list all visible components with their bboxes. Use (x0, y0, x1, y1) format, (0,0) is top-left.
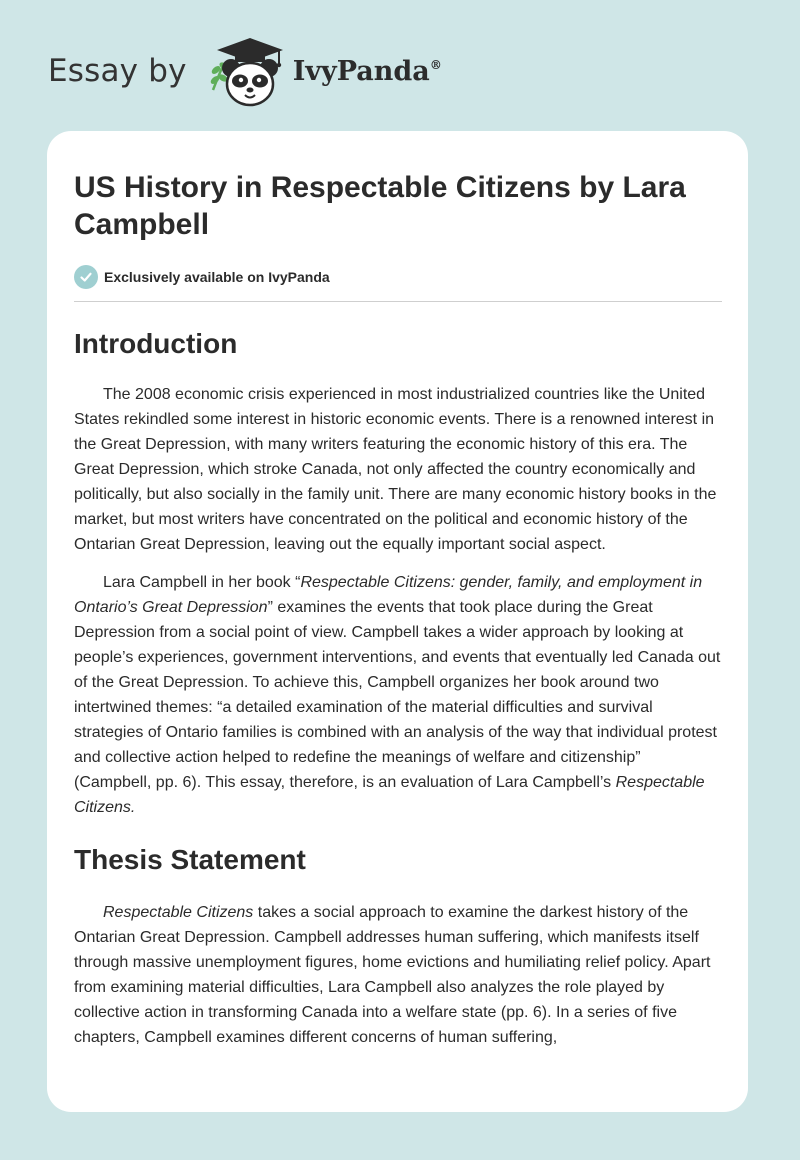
site-header (48, 36, 442, 106)
check-circle-icon (74, 265, 98, 289)
essay-by-label: Essay by (48, 53, 187, 89)
paragraph: Respectable Citizens takes a social approach to examine the darkest history of the Ontarian Great Depression. Campbell addresses human suffering, which manifests itself through massive unemployment figures, home evictions and humiliating relief policy. Apart from examining material difficulties, Lara Campbell also analyzes the role played by collective action in transforming Canada into a welfare state (pp. 6). In a series of five chapters, Campbell examines different concerns of human suffering, (74, 904, 711, 1046)
section-heading-thesis-statement: Thesis Statement (74, 844, 306, 875)
registered-mark: ® (429, 57, 442, 72)
exclusive-badge (74, 265, 722, 302)
paragraph: The 2008 economic crisis experienced in most industrialized countries like the United States rekindled some interest in historic economic events. There is a renowned interest in the Great Depression, with many writers featuring the economic history of this era. The Great Depression, which stroke Canada, not only affected the country economically and politically, but also socially in the family unit. There are many economic history books in the market, but most writers have concentrated on the political and economic history of the Ontarian Great Depression, leaving out the equally important social aspect. (74, 386, 717, 553)
paragraph: Lara Campbell in her book “Respectable Citizens: gender, family, and employment in Ontario’s Great Depression” examines the events that took place during the Great Depression from a social point of view. Campbell takes a wider approach by looking at people’s experiences, government interventions, and events that eventually led Canada out of the Great Depression. To achieve this, Campbell organizes her book around two intertwined themes: “a detailed examination of the material difficulties and survival strategies of Ontario families is combined with an analysis of the way that individual protest and collective action helped to redefine the meanings of welfare and citizenship” (Campbell, pp. 6). This essay, therefore, is an evaluation of Lara Campbell’s Respectable Citizens. (74, 574, 721, 816)
badge-text: Exclusively available on IvyPanda (104, 269, 330, 285)
book-title-italic: Respectable Citizens (103, 904, 254, 921)
section-heading-introduction: Introduction (74, 328, 238, 359)
essay-card (47, 131, 748, 1112)
book-title-italic: Respectable Citizens: gender, family, and employment in Ontario’s Great Depression (74, 574, 703, 616)
panda-graduate-logo-icon[interactable] (201, 34, 297, 108)
book-title-italic: Respectable Citizens. (74, 774, 705, 816)
page-title: US History in Respectable Citizens by Lara Campbell (74, 171, 686, 241)
brand-name[interactable]: IvyPanda® (292, 55, 442, 87)
